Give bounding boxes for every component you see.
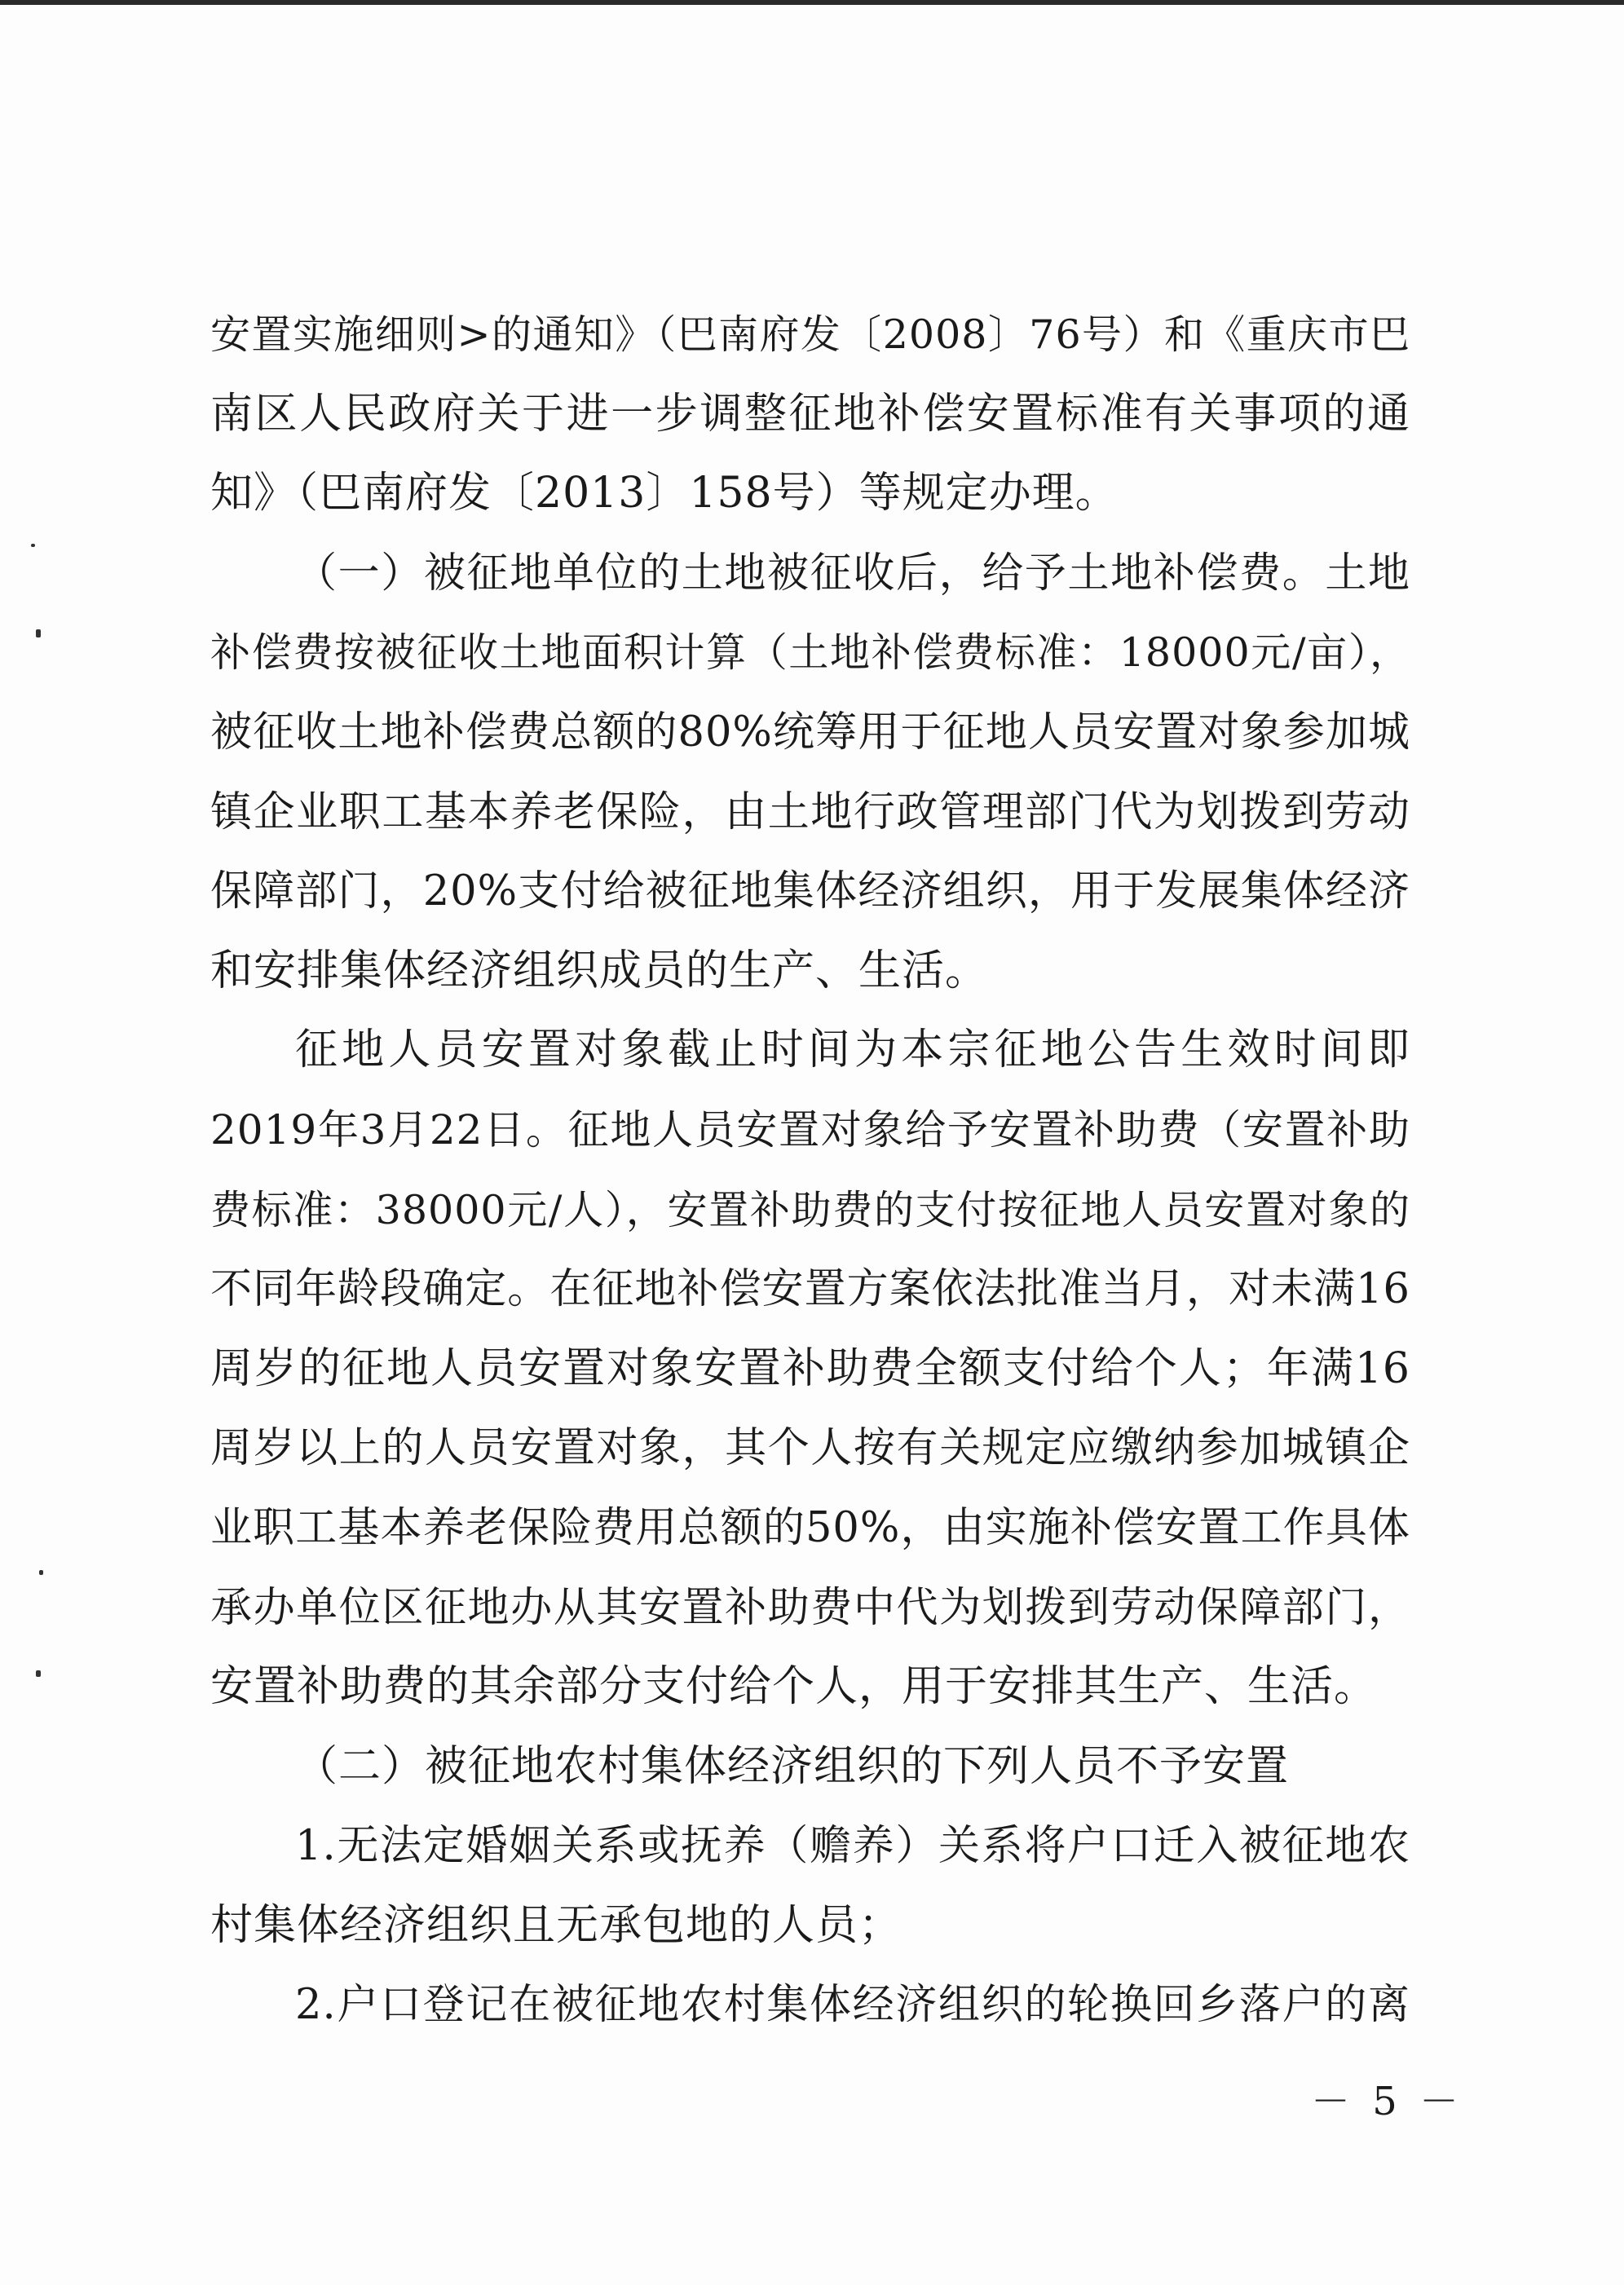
text-line: （二）被征地农村集体经济组织的下列人员不予安置 [295,1741,1290,1791]
text-line: 费标准：38000元/人），安置补助费的支付按征地人员安置对象的 [210,1186,1410,1233]
scan-speck [36,1670,41,1677]
text-line: （一）被征地单位的土地被征收后，给予土地补偿费。土地 [295,549,1410,598]
scan-speck [31,544,35,547]
text-line: 2019年3月22日。征地人员安置对象给予安置补助费（安置补助 [210,1105,1410,1154]
text-line: 不同年龄段确定。在征地补偿安置方案依法批准当月，对未满16 [210,1265,1410,1314]
body-text [210,295,1410,2045]
text-line: 和安排集体经济组织成员的生产、生活。 [210,946,989,995]
text-line: 1.无法定婚姻关系或抚养（赡养）关系将户口迁入被征地农 [295,1822,1410,1871]
text-line: 知》（巴南府发〔2013〕158号）等规定办理。 [210,469,1119,518]
text-line: 补偿费按被征收土地面积计算（土地补偿费标准：18000元/亩）， [210,629,1410,677]
scan-top-edge [0,0,1624,5]
text-line: 承办单位区征地办从其安置补助费中代为划拨到劳动保障部门， [210,1583,1410,1632]
scan-speck [39,1570,43,1575]
text-line: 周岁的征地人员安置对象安置补助费全额支付给个人；年满16 [210,1343,1410,1393]
text-line: 周岁以上的人员安置对象，其个人按有关规定应缴纳参加城镇企 [210,1424,1410,1473]
text-line: 安置实施细则>的通知》（巴南府发〔2008〕76号）和《重庆市巴 [210,311,1410,358]
text-line: 征地人员安置对象截止时间为本宗征地公告生效时间即 [295,1026,1410,1075]
text-line: 被征收土地补偿费总额的80%统筹用于征地人员安置对象参加城 [210,708,1410,757]
text-line: 2.户口登记在被征地农村集体经济组织的轮换回乡落户的离 [295,1981,1410,2030]
text-line: 保障部门，20%支付给被征地集体经济组织，用于发展集体经济 [210,867,1410,916]
text-line: 村集体经济组织且无承包地的人员； [210,1900,902,1950]
page-number: － 5 － [1311,2079,1464,2124]
text-line: 业职工基本养老保险费用总额的50%，由实施补偿安置工作具体 [210,1503,1410,1552]
text-line: 南区人民政府关于进一步调整征地补偿安置标准有关事项的通 [210,389,1410,439]
scan-speck [36,629,41,637]
text-line: 安置补助费的其余部分支付给个人，用于安排其生产、生活。 [210,1662,1378,1712]
text-line: 镇企业职工基本养老保险，由土地行政管理部门代为划拨到劳动 [210,787,1410,836]
